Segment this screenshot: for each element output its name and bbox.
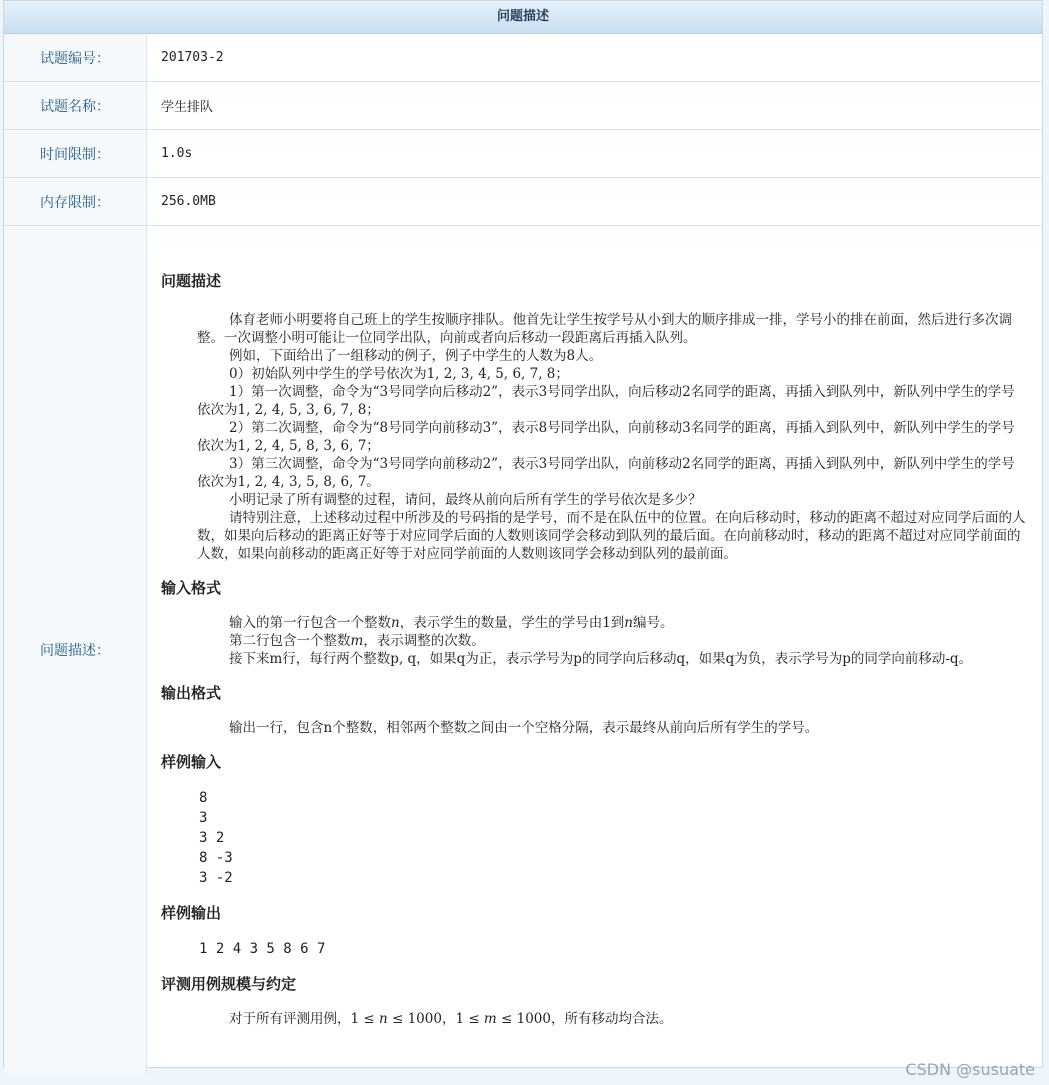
csdn-watermark: CSDN @susuate: [905, 1060, 1035, 1079]
memory-limit-value: 256.0MB: [147, 178, 1043, 226]
problem-id-label: 试题编号：: [4, 34, 147, 82]
problem-paragraph-7: 小明记录了所有调整的过程，请问，最终从前向后所有学生的学号依次是多少？: [229, 492, 702, 508]
section-sample-output: [161, 902, 1028, 959]
problem-paragraph-3: 0）初始队列中学生的学号依次为1, 2, 3, 4, 5, 6, 7, 8；: [229, 366, 569, 382]
input-line-2-a: 第二行包含一个整数: [229, 633, 351, 649]
problem-name-value: 学生排队: [147, 82, 1043, 130]
row-time-limit: [4, 130, 1042, 178]
input-line-1-c: 编号。: [633, 615, 674, 631]
section-title-constraints: 评测用例规模与约定: [161, 975, 297, 993]
section-title-problem: 问题描述: [161, 272, 222, 290]
input-line-1-b: ，表示学生的数量，学生的学号由1到: [399, 615, 625, 631]
row-memory-limit: [4, 178, 1042, 226]
problem-name-label: 试题名称：: [4, 82, 147, 130]
input-line-2: [197, 632, 1028, 650]
problem-paragraph-8: 请特别注意，上述移动过程中所涉及的号码指的是学号，而不是在队伍中的位置。在向后移动时，移动的距离不超过对应同学后面的人数，如果向后移动的距离正好等于对应同学后面的人数则该同学会移动到队列的最后面。在向前移动时，移动的距离不超过对应同学前面的人数，如果向前移动的距离正好等于对应同学前面的人数则该同学会移动到队列的最前面。: [197, 510, 1026, 562]
description-label: 问题描述：: [4, 226, 147, 1075]
problem-paragraph-1: 体育老师小明要将自己班上的学生按顺序排队。他首先让学生按学号从小到大的顺序排成一排，学号小的排在前面，然后进行多次调整。一次调整小明可能让一位同学出队，向前或者向后移动一段距离后再插入队列。: [197, 312, 1012, 346]
memory-limit-label: 内存限制：: [4, 178, 147, 226]
problem-paragraph-6: 3）第三次调整，命令为“3号同学向前移动2”，表示3号同学出队，向前移动2名同学的距离，再插入到队列中，新队列中学生的学号依次为1, 2, 4, 3, 5, 8, 6, 7。: [197, 456, 1015, 490]
var-n-2: n: [624, 615, 633, 631]
section-sample-input: [161, 751, 1028, 888]
input-line-1-a: 输入的第一行包含一个整数: [229, 615, 391, 631]
sample-output-block: 1 2 4 3 5 8 6 7: [199, 941, 326, 957]
var-m: m: [350, 633, 364, 649]
section-constraints: [161, 973, 1028, 1028]
section-problem: [161, 270, 1028, 563]
problem-id-value: 201703-2: [147, 34, 1043, 82]
problem-info-table: [4, 34, 1042, 1074]
input-line-3: 接下来m行，每行两个整数p, q，如果q为正，表示学号为p的同学向后移动q，如果q为负，表示学号为p的同学向前移动-q。: [229, 651, 973, 667]
output-line-1: 输出一行，包含n个整数，相邻两个整数之间由一个空格分隔，表示最终从前向后所有学生的学号。: [229, 720, 819, 736]
var-n: n: [391, 615, 400, 631]
section-title-input: 输入格式: [161, 579, 222, 597]
row-problem-name: [4, 82, 1042, 130]
constraints-a: 对于所有评测用例，1 ≤: [229, 1011, 379, 1027]
input-line-2-b: ，表示调整的次数。: [363, 633, 485, 649]
section-title-output: 输出格式: [161, 684, 222, 702]
constraints-c: ≤ 1000，所有移动均合法。: [496, 1011, 673, 1027]
problem-paragraph-5: 2）第二次调整，命令为“8号同学向前移动3”，表示8号同学出队，向前移动3名同学的距离，再插入到队列中，新队列中学生的学号依次为1, 2, 4, 5, 8, 3, 6, 7；: [197, 420, 1015, 454]
section-title-sample-input: 样例输入: [161, 753, 222, 771]
row-problem-id: [4, 34, 1042, 82]
var-m-constraint: m: [483, 1011, 497, 1027]
constraints-line: [197, 1010, 1028, 1028]
constraints-b: ≤ 1000，1 ≤: [387, 1011, 484, 1027]
input-line-1: [197, 614, 1028, 632]
description-content: [147, 226, 1043, 1075]
row-description: [4, 226, 1042, 1075]
time-limit-label: 时间限制：: [4, 130, 147, 178]
panel-header: 问题描述: [4, 1, 1042, 34]
time-limit-value: 1.0s: [147, 130, 1043, 178]
problem-panel: [3, 0, 1043, 1068]
section-title-sample-output: 样例输出: [161, 904, 222, 922]
sample-input-block: 8 3 3 2 8 -3 3 -2: [199, 790, 233, 886]
section-input-format: [161, 577, 1028, 668]
section-output-format: [161, 682, 1028, 737]
problem-paragraph-2: 例如，下面给出了一组移动的例子，例子中学生的人数为8人。: [229, 348, 603, 364]
problem-paragraph-4: 1）第一次调整，命令为“3号同学向后移动2”，表示3号同学出队，向后移动2名同学的距离，再插入到队列中，新队列中学生的学号依次为1, 2, 4, 5, 3, 6, 7, 8；: [197, 384, 1015, 418]
var-n-constraint: n: [378, 1011, 388, 1027]
